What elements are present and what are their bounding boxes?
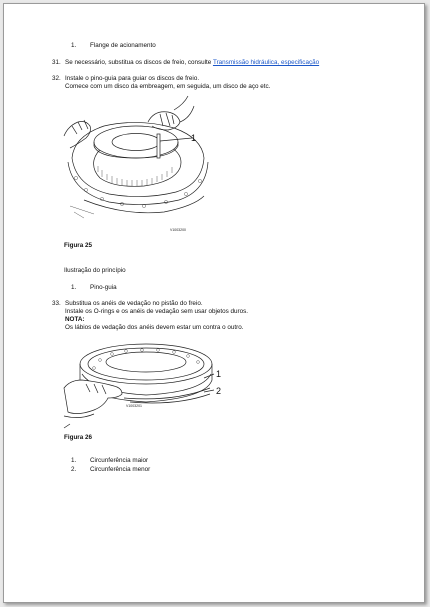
- list-item-label: Circunferência menor: [90, 466, 151, 473]
- list-number: 1.: [71, 42, 77, 49]
- step-number: 31.: [52, 59, 61, 66]
- figure-26-code: V1003201: [126, 404, 142, 408]
- list-number: 2.: [71, 466, 77, 473]
- transmission-spec-link[interactable]: Transmissão hidráulica, especificação: [212, 59, 320, 66]
- note-text: Os lábios de vedação dos anéis devem estar um contra o outro.: [65, 324, 244, 331]
- step-number: 33.: [52, 300, 61, 307]
- step-33-line2: Instale os O-rings e os anéis de vedação sem usar objetos duros.: [65, 308, 249, 315]
- note-label: NOTA:: [65, 316, 85, 323]
- figure-26-illustration: [64, 340, 224, 430]
- figure-25-callout-1: 1: [191, 133, 197, 143]
- step-31-text: [65, 59, 319, 67]
- list-number: 1.: [71, 457, 77, 464]
- step-31-instruction: Se necessário, substitua os discos de freio, consulte: [65, 59, 213, 66]
- illustration-note: Ilustração do princípio: [64, 267, 126, 274]
- document-page: [3, 3, 425, 603]
- list-item-label: Circunferência maior: [90, 457, 149, 464]
- figure-25-caption: Figura 25: [64, 242, 92, 249]
- figure-26-callout-2: 2: [216, 386, 222, 396]
- figure-25-code: V1003200: [170, 228, 186, 232]
- list-item-label: Pino-guia: [90, 284, 117, 291]
- figure-25-illustration: [64, 96, 214, 236]
- step-32-line2: Comece com um disco da embreagem, em seguida, um disco de aço etc.: [65, 83, 271, 90]
- list-item-label: Flange de acionamento: [90, 42, 156, 49]
- list-number: 1.: [71, 284, 77, 291]
- figure-26-callout-1: 1: [216, 369, 222, 379]
- step-33-line1: Substitua os anéis de vedação no pistão do freio.: [65, 300, 203, 307]
- figure-26-caption: Figura 26: [64, 434, 92, 441]
- step-number: 32.: [52, 75, 61, 82]
- step-32-line1: Instale o pino-guia para guiar os discos de freio.: [65, 75, 200, 82]
